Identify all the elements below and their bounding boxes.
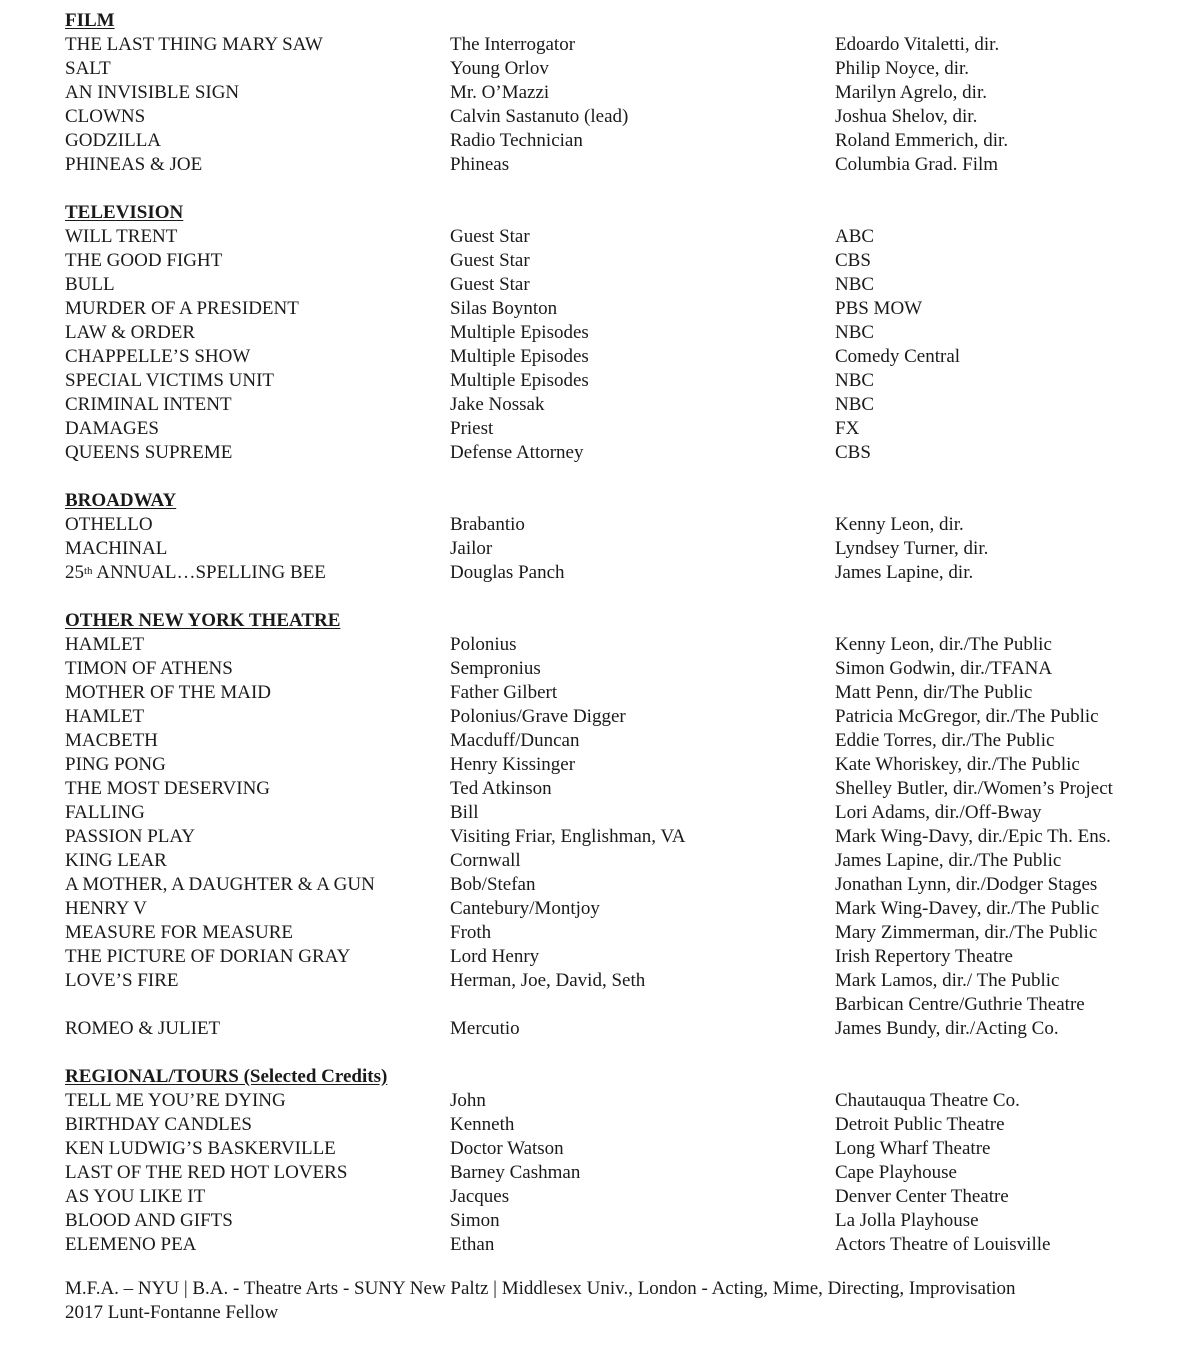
credit-title: BULL xyxy=(65,274,115,295)
credit-role: Guest Star xyxy=(450,226,530,247)
credit-title: HENRY V xyxy=(65,898,147,919)
credit-company: NBC xyxy=(835,394,875,415)
credit-title: A MOTHER, A DAUGHTER & A GUN xyxy=(65,874,375,895)
credit-row xyxy=(65,105,1185,129)
credit-company: Patricia McGregor, dir./The Public xyxy=(835,706,1099,727)
resume-credits xyxy=(65,9,1185,1257)
credit-role: Brabantio xyxy=(450,514,525,535)
credit-role: Father Gilbert xyxy=(450,682,558,703)
credit-company: Kenny Leon, dir. xyxy=(835,514,964,535)
credit-company: ABC xyxy=(835,226,875,247)
credit-role: Ted Atkinson xyxy=(450,778,552,799)
fellowship-line: 2017 Lunt-Fontanne Fellow xyxy=(65,1302,279,1323)
credit-role: John xyxy=(450,1090,486,1111)
credit-role: Guest Star xyxy=(450,274,530,295)
credit-title: BLOOD AND GIFTS xyxy=(65,1210,233,1231)
credit-role: Visiting Friar, Englishman, VA xyxy=(450,826,686,847)
credit-row xyxy=(65,897,1185,921)
credit-role: Bill xyxy=(450,802,479,823)
credit-section xyxy=(65,201,1185,465)
section-heading: TELEVISION xyxy=(65,202,184,223)
ordinal-suffix: th xyxy=(84,565,93,577)
credit-company: Columbia Grad. Film xyxy=(835,154,999,175)
credit-company: Irish Repertory Theatre xyxy=(835,946,1013,967)
credit-title: PHINEAS & JOE xyxy=(65,154,203,175)
credit-role: Young Orlov xyxy=(450,58,549,79)
credit-row xyxy=(65,129,1185,153)
credit-role: Radio Technician xyxy=(450,130,583,151)
credit-company: Philip Noyce, dir. xyxy=(835,58,970,79)
credit-company: Mary Zimmerman, dir./The Public xyxy=(835,922,1098,943)
credit-title: GODZILLA xyxy=(65,130,162,151)
credit-title: OTHELLO xyxy=(65,514,153,535)
credit-row xyxy=(65,561,1185,585)
credit-section xyxy=(65,609,1185,1041)
credit-role: Simon xyxy=(450,1210,500,1231)
credit-title: BIRTHDAY CANDLES xyxy=(65,1114,252,1135)
credit-row xyxy=(65,705,1185,729)
credit-company: NBC xyxy=(835,274,875,295)
credit-role: Multiple Episodes xyxy=(450,346,589,367)
credit-row xyxy=(65,345,1185,369)
credit-role: Bob/Stefan xyxy=(450,874,536,895)
credit-title: QUEENS SUPREME xyxy=(65,442,233,463)
credit-company: Kenny Leon, dir./The Public xyxy=(835,634,1052,655)
credit-row xyxy=(65,1233,1185,1257)
credit-row xyxy=(65,633,1185,657)
credit-role: Multiple Episodes xyxy=(450,370,589,391)
credit-company: Eddie Torres, dir./The Public xyxy=(835,730,1055,751)
credit-title: DAMAGES xyxy=(65,418,159,439)
credit-role: Priest xyxy=(450,418,494,439)
credit-row xyxy=(65,825,1185,849)
credit-row xyxy=(65,249,1185,273)
credit-company: CBS xyxy=(835,442,871,463)
credit-title: MEASURE FOR MEASURE xyxy=(65,922,294,943)
credit-role: Doctor Watson xyxy=(450,1138,564,1159)
credit-title: CLOWNS xyxy=(65,106,146,127)
resume-footer xyxy=(65,1277,1185,1325)
credit-role: Calvin Sastanuto (lead) xyxy=(450,106,629,127)
credit-row xyxy=(65,33,1185,57)
credit-company: Joshua Shelov, dir. xyxy=(835,106,978,127)
credit-row xyxy=(65,57,1185,81)
credit-row xyxy=(65,321,1185,345)
credit-title: HAMLET xyxy=(65,706,145,727)
credit-title: MURDER OF A PRESIDENT xyxy=(65,298,299,319)
credit-company: Mark Wing-Davey, dir./The Public xyxy=(835,898,1100,919)
credit-row xyxy=(65,945,1185,969)
credit-row xyxy=(65,1137,1185,1161)
credit-company: FX xyxy=(835,418,860,439)
credit-row xyxy=(65,417,1185,441)
credit-company: Actors Theatre of Louisville xyxy=(835,1234,1051,1255)
credit-company: James Lapine, dir. xyxy=(835,562,974,583)
credit-row xyxy=(65,1209,1185,1233)
credit-role: Kenneth xyxy=(450,1114,515,1135)
credit-title-text: ANNUAL…SPELLING BEE xyxy=(92,562,326,583)
credit-title xyxy=(65,561,326,585)
credit-title: CRIMINAL INTENT xyxy=(65,394,232,415)
credit-role: Cantebury/Montjoy xyxy=(450,898,600,919)
credit-role: The Interrogator xyxy=(450,34,576,55)
credit-row xyxy=(65,393,1185,417)
credit-row xyxy=(65,969,1185,993)
credit-role: Cornwall xyxy=(450,850,521,871)
section-heading: REGIONAL/TOURS (Selected Credits) xyxy=(65,1066,388,1087)
credit-role: Froth xyxy=(450,922,492,943)
credit-row xyxy=(65,777,1185,801)
credit-role: Jake Nossak xyxy=(450,394,545,415)
credit-title: KEN LUDWIG’S BASKERVILLE xyxy=(65,1138,336,1159)
credit-title: TELL ME YOU’RE DYING xyxy=(65,1090,286,1111)
credit-row xyxy=(65,513,1185,537)
credit-title: PASSION PLAY xyxy=(65,826,196,847)
credit-row xyxy=(65,657,1185,681)
credit-company: Simon Godwin, dir./TFANA xyxy=(835,658,1053,679)
credit-role: Mercutio xyxy=(450,1018,520,1039)
credit-role: Jacques xyxy=(450,1186,510,1207)
credit-role: Henry Kissinger xyxy=(450,754,576,775)
credit-row xyxy=(65,873,1185,897)
credit-row xyxy=(65,993,1185,1017)
credit-company: Cape Playhouse xyxy=(835,1162,957,1183)
credit-company: La Jolla Playhouse xyxy=(835,1210,979,1231)
credit-row xyxy=(65,921,1185,945)
credit-company: NBC xyxy=(835,322,875,343)
credit-role: Jailor xyxy=(450,538,493,559)
section-heading: FILM xyxy=(65,10,115,31)
credit-title-number: 25 xyxy=(65,562,84,583)
credit-title: HAMLET xyxy=(65,634,145,655)
credit-row xyxy=(65,1017,1185,1041)
credit-title: ROMEO & JULIET xyxy=(65,1018,221,1039)
credit-row xyxy=(65,537,1185,561)
credit-role: Douglas Panch xyxy=(450,562,565,583)
credit-company: Barbican Centre/Guthrie Theatre xyxy=(835,994,1085,1015)
credit-company: Shelley Butler, dir./Women’s Project xyxy=(835,778,1113,799)
credit-title: LAW & ORDER xyxy=(65,322,196,343)
credit-role: Guest Star xyxy=(450,250,530,271)
credit-company: James Bundy, dir./Acting Co. xyxy=(835,1018,1059,1039)
credit-row xyxy=(65,1185,1185,1209)
credit-row xyxy=(65,369,1185,393)
credit-role: Mr. O’Mazzi xyxy=(450,82,550,103)
credit-section xyxy=(65,9,1185,177)
credit-title: MOTHER OF THE MAID xyxy=(65,682,272,703)
credit-company: Roland Emmerich, dir. xyxy=(835,130,1009,151)
credit-title: LAST OF THE RED HOT LOVERS xyxy=(65,1162,348,1183)
credit-company: Detroit Public Theatre xyxy=(835,1114,1005,1135)
credit-title: THE LAST THING MARY SAW xyxy=(65,34,323,55)
credit-title: AS YOU LIKE IT xyxy=(65,1186,206,1207)
credit-title: CHAPPELLE’S SHOW xyxy=(65,346,251,367)
credit-role: Sempronius xyxy=(450,658,541,679)
credit-company: Long Wharf Theatre xyxy=(835,1138,991,1159)
section-heading: BROADWAY xyxy=(65,490,177,511)
credit-role: Herman, Joe, David, Seth xyxy=(450,970,646,991)
credit-title: MACBETH xyxy=(65,730,158,751)
credit-title: FALLING xyxy=(65,802,145,823)
credit-row xyxy=(65,1113,1185,1137)
education-line: M.F.A. – NYU | B.A. - Theatre Arts - SUNY New Paltz | Middlesex Univ., London - Acting, Mime, Directing, Improvisation xyxy=(65,1278,1016,1299)
credit-row xyxy=(65,801,1185,825)
section-heading: OTHER NEW YORK THEATRE xyxy=(65,610,341,631)
credit-row xyxy=(65,273,1185,297)
credit-title: SPECIAL VICTIMS UNIT xyxy=(65,370,275,391)
credit-role: Phineas xyxy=(450,154,510,175)
credit-row xyxy=(65,81,1185,105)
credit-company: James Lapine, dir./The Public xyxy=(835,850,1062,871)
credit-title: KING LEAR xyxy=(65,850,167,871)
credit-title: THE PICTURE OF DORIAN GRAY xyxy=(65,946,351,967)
credit-title: ELEMENO PEA xyxy=(65,1234,197,1255)
credit-title: TIMON OF ATHENS xyxy=(65,658,233,679)
credit-row xyxy=(65,441,1185,465)
credit-title: THE MOST DESERVING xyxy=(65,778,271,799)
credit-company: Denver Center Theatre xyxy=(835,1186,1009,1207)
credit-company: Mark Lamos, dir./ The Public xyxy=(835,970,1060,991)
credit-role: Defense Attorney xyxy=(450,442,584,463)
credit-title: MACHINAL xyxy=(65,538,168,559)
credit-row xyxy=(65,1161,1185,1185)
credit-role: Multiple Episodes xyxy=(450,322,589,343)
credit-title: WILL TRENT xyxy=(65,226,178,247)
credit-row xyxy=(65,297,1185,321)
credit-company: Chautauqua Theatre Co. xyxy=(835,1090,1020,1111)
credit-company: Jonathan Lynn, dir./Dodger Stages xyxy=(835,874,1098,895)
credit-role: Polonius/Grave Digger xyxy=(450,706,626,727)
credit-company: Comedy Central xyxy=(835,346,961,367)
credit-company: Edoardo Vitaletti, dir. xyxy=(835,34,1000,55)
credit-company: PBS MOW xyxy=(835,298,923,319)
credit-row xyxy=(65,225,1185,249)
credit-company: Kate Whoriskey, dir./The Public xyxy=(835,754,1080,775)
credit-title: SALT xyxy=(65,58,111,79)
credit-title: PING PONG xyxy=(65,754,166,775)
credit-row xyxy=(65,753,1185,777)
credit-role: Polonius xyxy=(450,634,517,655)
credit-company: NBC xyxy=(835,370,875,391)
credit-title: AN INVISIBLE SIGN xyxy=(65,82,240,103)
credit-row xyxy=(65,1089,1185,1113)
credit-section xyxy=(65,1065,1185,1257)
credit-company: Mark Wing-Davy, dir./Epic Th. Ens. xyxy=(835,826,1111,847)
credit-company: Lyndsey Turner, dir. xyxy=(835,538,989,559)
credit-role: Silas Boynton xyxy=(450,298,558,319)
credit-row xyxy=(65,681,1185,705)
credit-company: CBS xyxy=(835,250,871,271)
credit-company: Matt Penn, dir/The Public xyxy=(835,682,1033,703)
credit-title: LOVE’S FIRE xyxy=(65,970,179,991)
credit-row xyxy=(65,849,1185,873)
credit-company: Marilyn Agrelo, dir. xyxy=(835,82,987,103)
credit-row xyxy=(65,153,1185,177)
credit-section xyxy=(65,489,1185,585)
credit-role: Barney Cashman xyxy=(450,1162,581,1183)
credit-role: Lord Henry xyxy=(450,946,540,967)
credit-row xyxy=(65,729,1185,753)
credit-title: THE GOOD FIGHT xyxy=(65,250,223,271)
credit-role: Macduff/Duncan xyxy=(450,730,580,751)
credit-company: Lori Adams, dir./Off-Bway xyxy=(835,802,1042,823)
credit-role: Ethan xyxy=(450,1234,495,1255)
